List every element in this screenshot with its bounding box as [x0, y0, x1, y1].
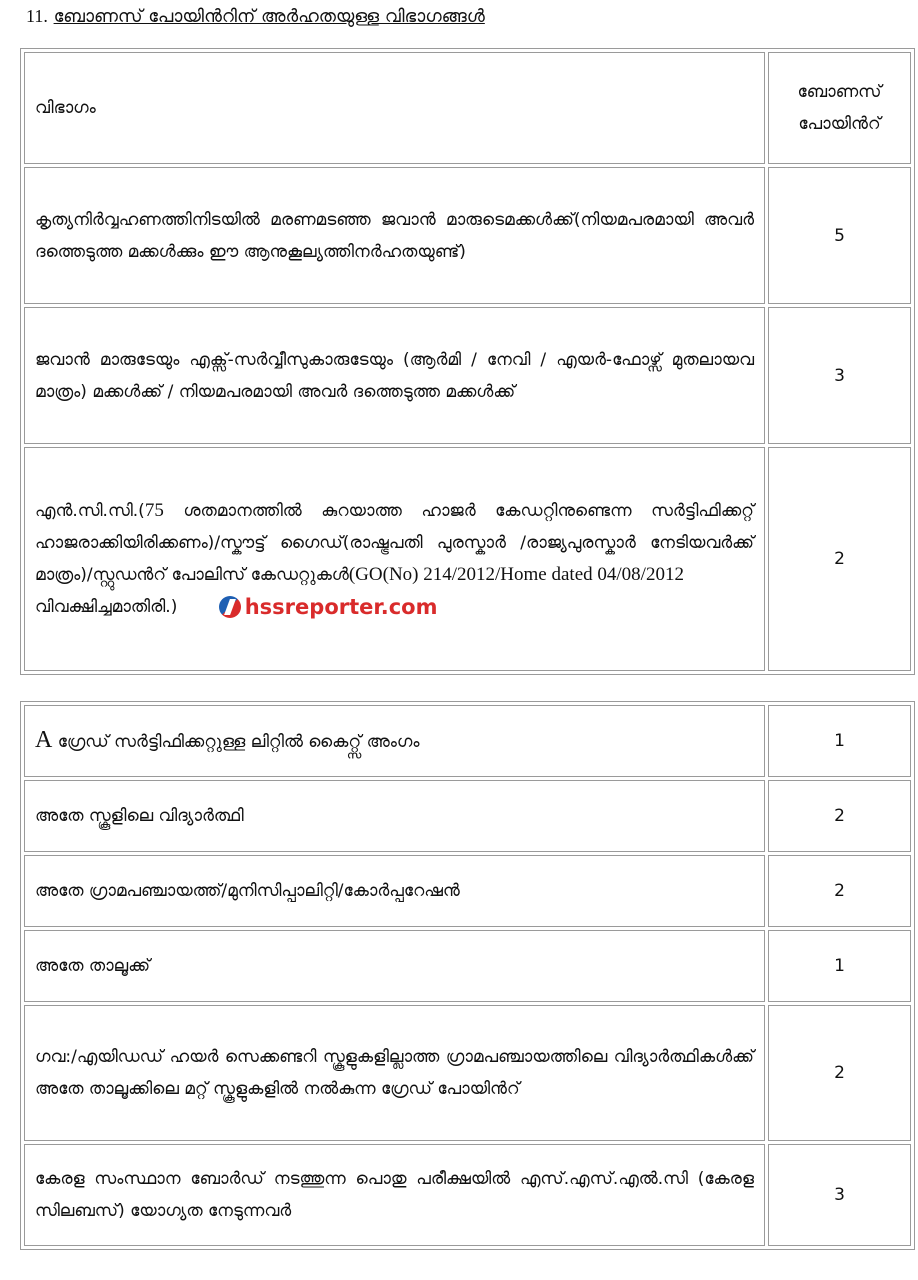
- desc-percent: 75: [144, 500, 164, 521]
- section-number: 11.: [26, 6, 48, 26]
- table-row: [24, 447, 911, 671]
- watermark: [219, 591, 438, 623]
- table-header-row: [24, 52, 911, 164]
- row-description: [24, 447, 765, 671]
- desc-part3: വിവക്ഷിച്ചമാതിരി.): [35, 597, 178, 617]
- row-points: 3: [768, 1144, 911, 1246]
- row-description: ജവാൻ മാരുടേയും എക്സ്-സർവ്വീസുകാരുടേയും (ആർമി / നേവി / എയർ-ഫോഴ്സ് മുതലായവ മാത്രം) മക്കൾക്ക് / നിയമപരമായി അവർ ദത്തെടുത്ത മക്കൾക്ക്: [24, 307, 765, 444]
- desc-text: ഗ്രേഡ് സർട്ടിഫിക്കറ്റുള്ള ലിറ്റിൽ കൈറ്റ്സ് അംഗം: [52, 732, 420, 752]
- desc-part2: ശതമാനത്തിൽ കുറയാത്ത ഹാജർ കേഡറ്റിനുണ്ടെന്ന സർട്ടിഫിക്കറ്റ് ഹാജരാക്കിയിരിക്കണം)/സ്കൗട്ട് ഗൈഡ്(രാഷ്ട്രപതി പുരസ്കാർ /രാജ്യപുരസ്കാർ നേടിയവർക്ക് മാത്രം)/സ്റ്റുഡൻറ് പോലിസ് കേഡറ്റുകൾ: [35, 501, 754, 585]
- row-points: 5: [768, 167, 911, 304]
- table-row: [24, 1005, 911, 1141]
- desc-go-reference: (GO(No) 214/2012/Home dated 04/08/2012: [348, 564, 684, 585]
- row-description: ഗവ:/എയിഡഡ് ഹയർ സെക്കണ്ടറി സ്കൂളുകളില്ലാത്ത ഗ്രാമപഞ്ചായത്തിലെ വിദ്യാർത്ഥികൾക്ക് അതേ താലൂക്കിലെ മറ്റ് സ്കൂളുകളിൽ നൽകുന്ന ഗ്രേഡ് പോയിൻറ്: [24, 1005, 765, 1141]
- row-points: 2: [768, 1005, 911, 1141]
- desc-part1: എൻ.സി.സി.(: [35, 501, 145, 521]
- watermark-text: hssreporter.com: [244, 595, 438, 619]
- table-row: [24, 167, 911, 304]
- row-description: കൃത്യനിർവ്വഹണത്തിനിടയിൽ മരണമടഞ്ഞ ജവാൻ മാരുടെമക്കൾക്ക്(നിയമപരമായി അവർ ദത്തെടുത്ത മക്കൾക്കും ഈ ആനുകൂല്യത്തിനർഹതയുണ്ട്): [24, 167, 765, 304]
- table-row: [24, 930, 911, 1002]
- section-title: ബോണസ് പോയിൻറിന് അർഹതയുള്ള വിഭാഗങ്ങൾ: [53, 6, 485, 27]
- row-description: അതേ താലൂക്ക്: [24, 930, 765, 1002]
- row-description: അതേ സ്കൂളിലെ വിദ്യാർത്ഥി: [24, 780, 765, 852]
- header-points-line2: പോയിൻറ്: [798, 114, 881, 134]
- grade-letter: A: [35, 727, 53, 753]
- row-description: അതേ ഗ്രാമപഞ്ചായത്ത്/മുനിസിപ്പാലിറ്റി/കോർപ്പറേഷൻ: [24, 855, 765, 927]
- row-points: 1: [768, 705, 911, 777]
- table-row: [24, 307, 911, 444]
- table-row: [24, 1144, 911, 1246]
- row-points: 2: [768, 855, 911, 927]
- header-category: വിഭാഗം: [24, 52, 765, 164]
- row-points: 2: [768, 780, 911, 852]
- hssreporter-logo-icon: [219, 596, 241, 618]
- table-row: [24, 855, 911, 927]
- table-row: [24, 705, 911, 777]
- row-points: 2: [768, 447, 911, 671]
- section-heading: [26, 6, 485, 27]
- row-description: കേരള സംസ്ഥാന ബോർഡ് നടത്തുന്ന പൊതു പരീക്ഷയിൽ എസ്.എസ്.എൽ.സി (കേരള സിലബസ്) യോഗ്യത നേടുന്നവർ: [24, 1144, 765, 1246]
- header-points-line1: ബോണസ്: [797, 82, 882, 102]
- bonus-table-2: [20, 701, 915, 1250]
- row-points: 3: [768, 307, 911, 444]
- bonus-table-1: [20, 48, 915, 675]
- row-points: 1: [768, 930, 911, 1002]
- table-row: [24, 780, 911, 852]
- row-description: [24, 705, 765, 777]
- header-bonus-points: [768, 52, 911, 164]
